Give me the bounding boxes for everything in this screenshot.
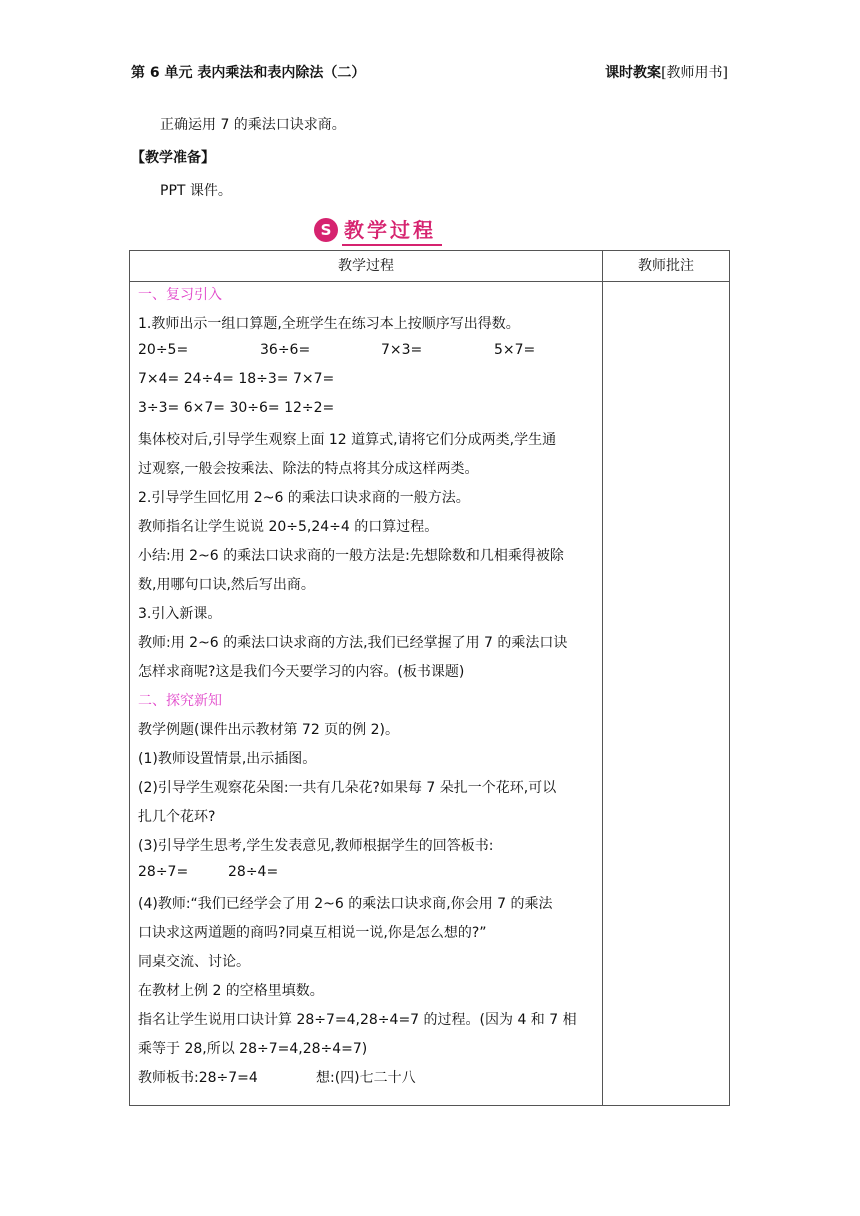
section-title-review: 一、复习引入 (138, 287, 222, 303)
text-line: 小结:用 2~6 的乘法口诀求商的一般方法是:先想除数和几相乘得被除 (138, 548, 564, 564)
column-header-process: 教学过程 (338, 258, 394, 274)
text-line: 教师:用 2~6 的乘法口诀求商的方法,我们已经掌握了用 7 的乘法口诀 (138, 635, 568, 651)
math-item: 20÷5= (138, 342, 189, 358)
text-line: 1.教师出示一组口算题,全班学生在练习本上按顺序写出得数。 (138, 316, 520, 332)
math-item: 36÷6= (260, 342, 311, 358)
text-line: 7×4= 24÷4= 18÷3= 7×7= (138, 371, 335, 387)
section-banner (314, 216, 442, 244)
text-line: 教师指名让学生说说 20÷5,24÷4 的口算过程。 (138, 519, 439, 535)
section-title-explore: 二、探究新知 (138, 693, 222, 709)
text-line: 扎几个花环? (138, 809, 216, 825)
lesson-table (129, 250, 730, 1106)
math-item: 7×3= (381, 342, 423, 358)
prep-content: PPT 课件。 (160, 183, 232, 199)
text-line: 指名让学生说用口诀计算 28÷7=4,28÷4=7 的过程。(因为 4 和 7 相 (138, 1012, 577, 1028)
text-line: 过观察,一般会按乘法、除法的特点将其分成这样两类。 (138, 461, 479, 477)
text-line: 在教材上例 2 的空格里填数。 (138, 983, 324, 999)
swirl-logo-icon: S (314, 218, 338, 242)
column-divider (602, 251, 603, 1105)
text-line: (4)教师:“我们已经学会了用 2~6 的乘法口诀求商,你会用 7 的乘法 (138, 896, 553, 912)
banner-title: 教学过程 (342, 214, 442, 246)
text-line: 3.引入新课。 (138, 606, 222, 622)
text-line: 集体校对后,引导学生观察上面 12 道算式,请将它们分成两类,学生通 (138, 432, 557, 448)
prep-heading: 【教学准备】 (131, 150, 215, 166)
text-line: 3÷3= 6×7= 30÷6= 12÷2= (138, 400, 335, 416)
text-line: 乘等于 28,所以 28÷7=4,28÷4=7) (138, 1041, 368, 1057)
goal-line: 正确运用 7 的乘法口诀求商。 (160, 117, 346, 133)
board-writing-think: 想:(四)七二十八 (316, 1070, 416, 1086)
text-line: (1)教师设置情景,出示插图。 (138, 751, 317, 767)
text-line: (2)引导学生观察花朵图:一共有几朵花?如果每 7 朵扎一个花环,可以 (138, 780, 557, 796)
text-line: 口诀求这两道题的商吗?同桌互相说一说,你是怎么想的?” (138, 925, 487, 941)
text-line: 2.引导学生回忆用 2~6 的乘法口诀求商的一般方法。 (138, 490, 470, 506)
math-item: 28÷4= (228, 864, 279, 880)
text-line: (3)引导学生思考,学生发表意见,教师根据学生的回答板书: (138, 838, 494, 854)
math-item: 28÷7= (138, 864, 189, 880)
board-writing: 教师板书:28÷7=4 (138, 1070, 258, 1086)
text-line: 怎样求商呢?这是我们今天要学习的内容。(板书课题) (138, 664, 465, 680)
math-item: 5×7= (494, 342, 536, 358)
column-header-notes: 教师批注 (638, 258, 694, 274)
header-book-title: 课时教案 (605, 65, 662, 81)
text-line: 同桌交流、讨论。 (138, 954, 250, 970)
page-header-unit: 第 6 单元 表内乘法和表内除法（二） (131, 65, 366, 81)
text-line: 数,用哪句口诀,然后写出商。 (138, 577, 315, 593)
header-divider (130, 281, 729, 282)
text-line: 教学例题(课件出示教材第 72 页的例 2)。 (138, 722, 399, 738)
header-book-sub: [教师用书] (661, 65, 728, 81)
page-header-book (605, 62, 728, 82)
